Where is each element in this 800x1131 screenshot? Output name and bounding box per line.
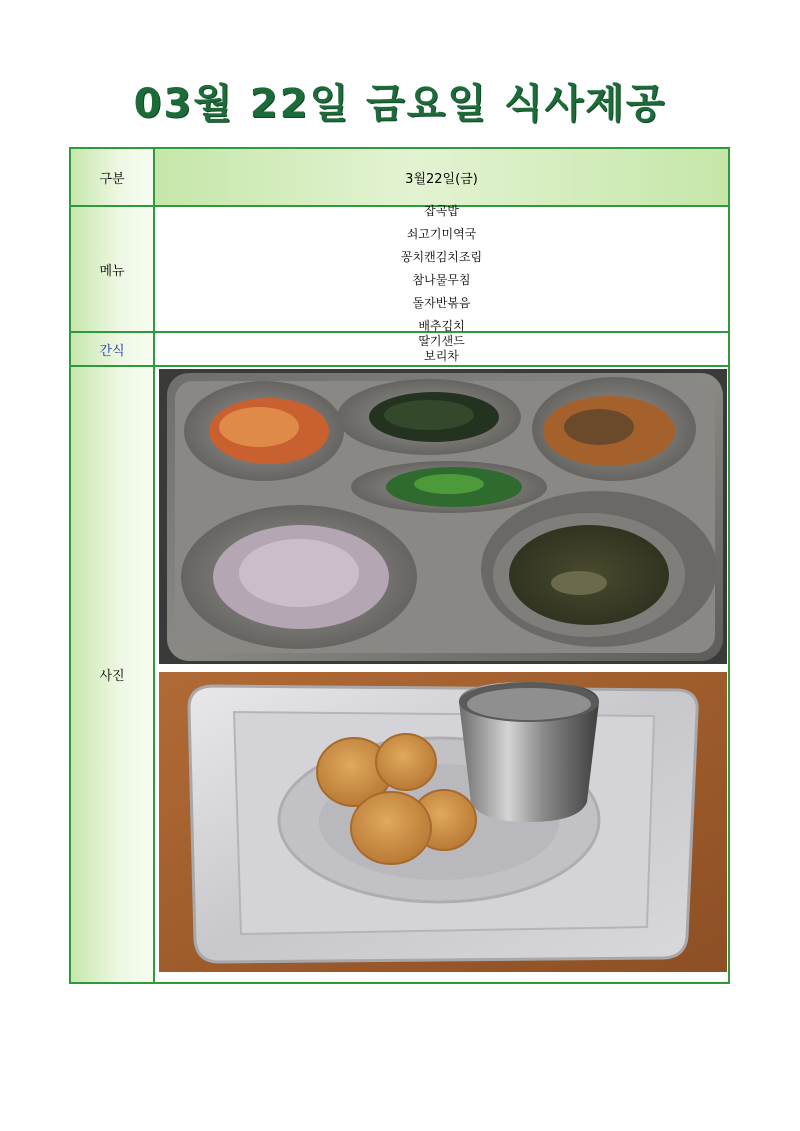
header-label: 구분 <box>71 149 155 205</box>
menu-item: 돌자반볶음 <box>412 296 471 310</box>
snack-cell <box>155 333 728 365</box>
menu-item: 쇠고기미역국 <box>406 227 477 241</box>
menu-item: 참나물무침 <box>412 273 471 287</box>
menu-label: 메뉴 <box>71 207 155 331</box>
snack-tray-photo <box>159 672 727 972</box>
snack-item: 딸기샌드 <box>418 334 465 348</box>
header-row <box>71 149 728 207</box>
menu-item: 꽁치캔김치조림 <box>400 250 483 264</box>
meal-table <box>69 147 730 984</box>
lunch-tray-photo <box>159 369 727 664</box>
date-value: 3월22일(금) <box>405 171 478 187</box>
snack-row <box>71 333 728 367</box>
menu-item: 잡곡밥 <box>424 204 459 218</box>
snack-label: 간식 <box>71 333 155 365</box>
page-title: 03월 22일 금요일 식사제공 <box>133 81 667 127</box>
menu-row <box>71 204 728 333</box>
photo-row <box>71 367 728 982</box>
menu-item: 배추김치 <box>418 319 465 333</box>
photo-label: 사진 <box>71 367 155 982</box>
date-cell <box>155 149 728 205</box>
snack-item: 보리차 <box>424 349 459 363</box>
menu-cell <box>155 204 728 333</box>
